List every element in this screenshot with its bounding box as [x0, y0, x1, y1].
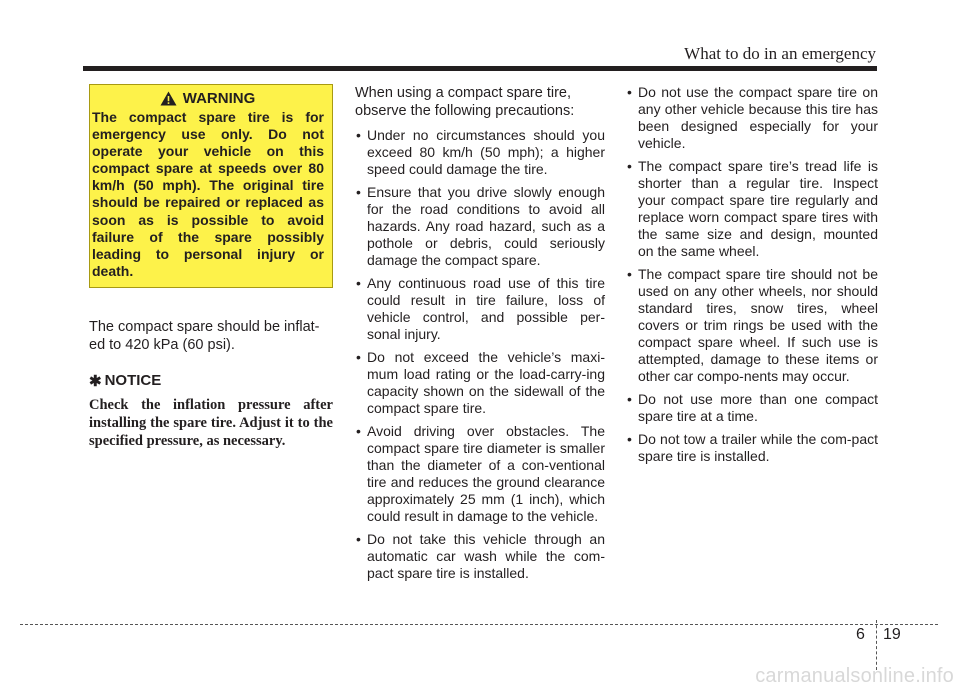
warning-box	[89, 84, 333, 288]
list-item: • Do not take this vehicle through an automatic car wash while the com-pact spare tire is installed.	[355, 531, 605, 582]
page-header-title: What to do in an emergency	[684, 44, 876, 63]
notice-text: Check the inflation pressure after installing the spare tire. Adjust it to the specified pressure, as necessary.	[89, 396, 333, 449]
list-item: • Under no circumstances should you exceed 80 km/h (50 mph); a higher speed could damage the tire.	[355, 127, 605, 178]
warning-text: The compact spare tire is for emergency use only. Do not operate your vehicle on this compact spare at speeds over 80 km/h (50 mph). The original tire should be repaired or replaced as soon as is possible to avoid failure of the spare possibly leading to personal injury or death.	[92, 109, 324, 279]
list-item: • Do not use the compact spare tire on any other vehicle because this tire has been designed especially for your vehicle.	[626, 84, 878, 152]
list-item: • Ensure that you drive slowly enough for the road conditions to avoid all hazards. Any road hazard, such as a pothole or debris, could seriously damage the compact spare.	[355, 184, 605, 269]
inflation-paragraph: The compact spare should be inflat-ed to 420 kPa (60 psi).	[89, 318, 320, 353]
precautions-intro: When using a compact spare tire, observe the following precautions:	[355, 85, 575, 119]
list-item: • The compact spare tire’s tread life is shorter than a regular tire. Inspect your compact spare tire regularly and replace worn compact spare tires with the same size and design, mounted on the same wheel.	[626, 158, 878, 260]
list-item: • Do not tow a trailer while the com-pact spare tire is installed.	[626, 431, 878, 465]
notice-title	[89, 372, 333, 390]
footer-rule	[20, 624, 938, 625]
warning-header	[91, 90, 324, 107]
list-item: • Avoid driving over obstacles. The compact spare tire diameter is smaller than the diameter of a con-ventional tire and reduces the ground clearance approximately 25 mm (1 inch), which could result in damage to the vehicle.	[355, 423, 605, 525]
notice-label: NOTICE	[104, 372, 162, 390]
list-item: • Do not use more than one compact spare tire at a time.	[626, 391, 878, 425]
page-number-separator	[876, 620, 877, 670]
column-3	[626, 84, 878, 471]
list-item: • Any continuous road use of this tire could result in tire failure, loss of vehicle control, and possible per-sonal injury.	[355, 275, 605, 343]
watermark: carmanualsonline.info	[755, 665, 954, 687]
page-number: 19	[883, 626, 901, 643]
warning-triangle-icon	[160, 91, 177, 106]
column-2	[355, 84, 605, 588]
header-rule	[83, 66, 877, 71]
list-item: • Do not exceed the vehicle’s maxi-mum load rating or the load-carry-ing capacity shown on the sidewall of the compact spare tire.	[355, 349, 605, 417]
chapter-number: 6	[856, 626, 865, 643]
precautions-list	[355, 127, 605, 582]
list-item: • The compact spare tire should not be used on any other wheels, nor should standard tires, snow tires, wheel covers or trim rings be used with the compact spare wheel. If such use is attempted, damage to these items or other car compo-nents may occur.	[626, 266, 878, 385]
notice-star-icon: ✱	[89, 372, 102, 390]
column-1	[89, 84, 333, 450]
precautions-list-continued	[626, 84, 878, 465]
warning-label: WARNING	[182, 90, 256, 107]
